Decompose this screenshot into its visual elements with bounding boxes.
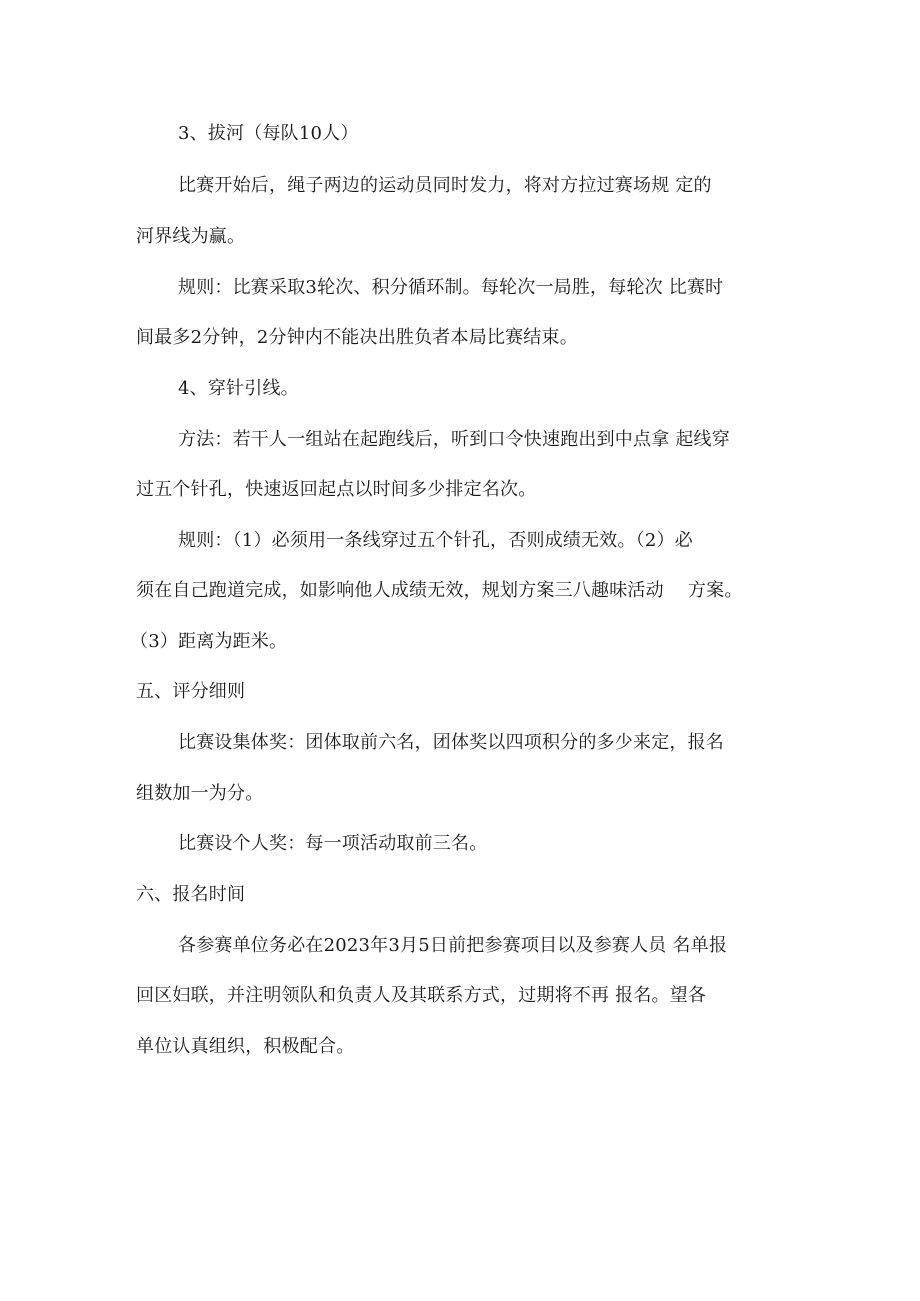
paragraph-line: 须在自己跑道完成，如影响他人成绩无效，规划方案三八趣味活动 方案。	[136, 580, 743, 601]
paragraph-line: 方法：若干人一组站在起跑线后，听到口令快速跑出到中点拿 起线穿	[178, 429, 730, 450]
paragraph-line: （3）距离为距米。	[130, 631, 288, 652]
paragraph-line: 各参赛单位务必在2023年3月5日前把参赛项目以及参赛人员 名单报	[178, 935, 728, 956]
paragraph-line: 回区妇联，并注明领队和负责人及其联系方式，过期将不再 报名。望各	[136, 985, 707, 1006]
paragraph-line: 间最多2分钟，2分钟内不能决出胜负者本局比赛结束。	[136, 327, 578, 348]
paragraph-line: 比赛设个人奖：每一项活动取前三名。	[178, 833, 488, 854]
paragraph-line: 单位认真组织，积极配合。	[136, 1036, 355, 1057]
paragraph-line: 规则：（1）必须用一条线穿过五个针孔，否则成绩无效。（2）必	[178, 530, 693, 551]
item-heading-tug-of-war: 3、拔河（每队10人）	[178, 123, 359, 144]
section-heading-scoring: 五、评分细则	[136, 681, 246, 702]
paragraph-line: 河界线为赢。	[136, 226, 246, 247]
paragraph-line: 比赛开始后，绳子两边的运动员同时发力，将对方拉过赛场规 定的	[178, 175, 712, 196]
paragraph-line: 规则：比赛采取3轮次、积分循环制。每轮次一局胜，每轮次 比赛时	[178, 277, 724, 298]
paragraph-line: 比赛设集体奖：团体取前六名，团体奖以四项积分的多少来定，报名	[178, 732, 724, 753]
section-heading-registration: 六、报名时间	[136, 884, 246, 905]
paragraph-line: 过五个针孔，快速返回起点以时间多少排定名次。	[136, 479, 537, 500]
item-heading-threading: 4、穿针引线。	[178, 378, 299, 399]
paragraph-line: 组数加一为分。	[136, 783, 264, 804]
